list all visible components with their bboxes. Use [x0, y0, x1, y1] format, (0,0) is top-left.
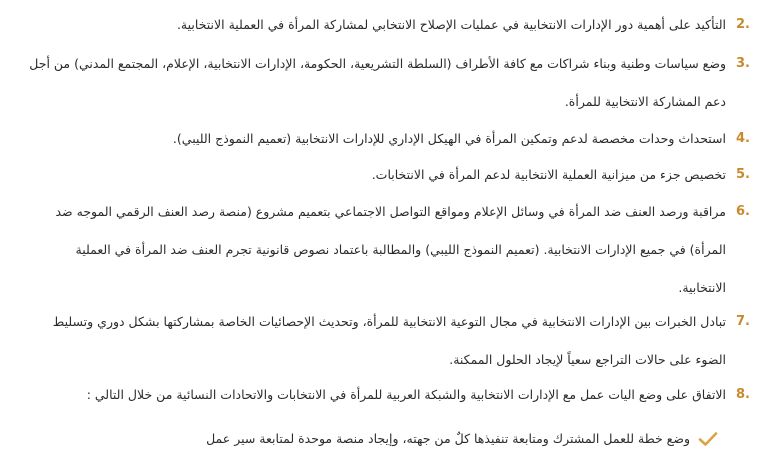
item-number: 4. [736, 131, 750, 146]
list-item [28, 193, 750, 307]
item-number: 2. [736, 17, 750, 32]
item-number: 6. [736, 204, 750, 219]
item-number: 7. [736, 314, 750, 329]
item-text: تبادل الخبرات بين الإدارات الانتخابية في مجال التوعية الانتخابية للمرأة، وتحديث الإحصائيات الخاصة بمشاركتها بشكل دوري وتسليط الضوء على حالات التراجع سعياً لإيجاد الحلول الممكنة. [52, 314, 726, 367]
list-item [28, 303, 750, 379]
sub-list-item [28, 420, 718, 458]
list-item [28, 120, 750, 158]
list-item [28, 45, 750, 121]
list-item [28, 156, 750, 194]
checkmark-icon [696, 420, 718, 458]
item-text: استحداث وحدات مخصصة لدعم وتمكين المرأة في الهيكل الإداري للإدارات الانتخابية (تعميم النموذج الليبي). [172, 131, 726, 146]
item-text: تخصيص جزء من ميزانية العملية الانتخابية لدعم المرأة في الانتخابات. [371, 167, 726, 182]
item-number: 3. [736, 56, 750, 71]
item-text: الاتفاق على وضع اليات عمل مع الإدارات الانتخابية والشبكة العربية للمرأة في الانتخابات والاتحادات النسائية من خلال التالي : [86, 387, 726, 402]
item-number: 5. [736, 167, 750, 182]
list-item [28, 376, 750, 414]
list-item [28, 6, 750, 44]
item-text: التأكيد على أهمية دور الإدارات الانتخابية في عمليات الإصلاح الانتخابي لمشاركة المرأة في العملية الانتخابية. [176, 17, 726, 32]
item-text: مراقبة ورصد العنف ضد المرأة في وسائل الإعلام ومواقع التواصل الاجتماعي بتعميم مشروع (منصة رصد العنف الرقمي الموجه ضد المرأة) في جميع الإدارات الانتخابية. (تعميم النموذج الليبي) والمطالبة باعتماد نصوص قانونية تجرم العنف ضد المرأة في العملية الانتخابية. [55, 204, 726, 295]
item-text: وضع سياسات وطنية وبناء شراكات مع كافة الأطراف (السلطة التشريعية، الحكومة، الإدارات الانتخابية، الإعلام، المجتمع المدني) من أجل دعم المشاركة الانتخابية للمرأة. [29, 56, 726, 109]
sub-item-text: وضع خطة للعمل المشترك ومتابعة تنفيذها كلٌ من جهته، وإيجاد منصة موحدة لمتابعة سير عمل [206, 431, 690, 446]
item-number: 8. [736, 387, 750, 402]
document-page [28, 0, 750, 470]
